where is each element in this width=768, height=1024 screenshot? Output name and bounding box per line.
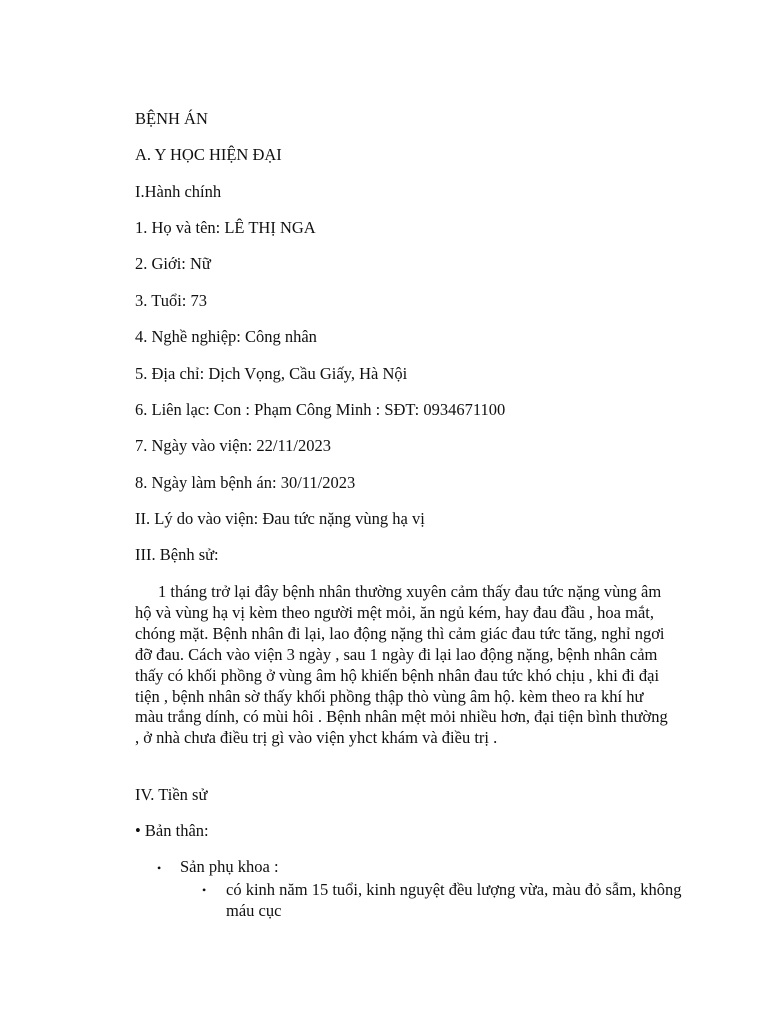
- item-address: 5. Địa chỉ: Dịch Vọng, Cầu Giấy, Hà Nội: [135, 364, 408, 383]
- item-gender: 2. Giới: Nữ: [135, 254, 211, 273]
- self-heading: • Bản thân:: [135, 821, 209, 840]
- bullet-icon: •: [202, 883, 207, 897]
- section-iv-heading: IV. Tiền sử: [135, 785, 208, 804]
- item-age: 3. Tuổi: 73: [135, 291, 207, 310]
- item-record-date: 8. Ngày làm bệnh án: 30/11/2023: [135, 473, 356, 492]
- list-item-obgyn: [157, 857, 279, 877]
- bullet-icon: •: [157, 861, 162, 875]
- history-paragraph: 1 tháng trở lại đây bệnh nhân thường xuyên cảm thấy đau tức nặng vùng âm hộ và vùng hạ vị kèm theo người mệt mỏi, ăn ngủ kém, hay đau đầu , hoa mắt, chóng mặt. Bệnh nhân đi lại, lao động nặng thì cảm giác đau tức tăng, nghỉ ngơi đỡ đau. Cách vào viện 3 ngày , sau 1 ngày đi lại lao động nặng, bệnh nhân cảm thấy có khối phồng ở vùng âm hộ khiến bệnh nhân đau tức khó chịu , khi đi đại tiện , bệnh nhân sờ thấy khối phồng thập thò vùng âm hộ. kèm theo ra khí hư màu trắng dính, có mùi hôi . Bệnh nhân mệt mỏi nhiều hơn, đại tiện bình thường , ở nhà chưa điều trị gì vào viện yhct khám và điều trị .: [135, 582, 668, 748]
- document-title: BỆNH ÁN: [135, 109, 208, 128]
- section-a-heading: A. Y HỌC HIỆN ĐẠI: [135, 145, 282, 164]
- item-occupation: 4. Nghề nghiệp: Công nhân: [135, 327, 317, 346]
- obgyn-label: Sản phụ khoa :: [180, 857, 279, 876]
- obgyn-detail: có kinh năm 15 tuổi, kinh nguyệt đều lượng vừa, màu đỏ sẫm, không máu cục: [226, 880, 682, 920]
- item-contact: 6. Liên lạc: Con : Phạm Công Minh : SĐT: 0934671100: [135, 400, 506, 419]
- item-name: 1. Họ và tên: LÊ THỊ NGA: [135, 218, 316, 237]
- item-admission-date: 7. Ngày vào viện: 22/11/2023: [135, 436, 331, 455]
- list-item-obgyn-detail: [202, 879, 686, 921]
- section-iii-heading: III. Bệnh sử:: [135, 545, 219, 564]
- section-i-heading: I.Hành chính: [135, 182, 222, 201]
- section-ii-heading: II. Lý do vào viện: Đau tức nặng vùng hạ vị: [135, 509, 425, 528]
